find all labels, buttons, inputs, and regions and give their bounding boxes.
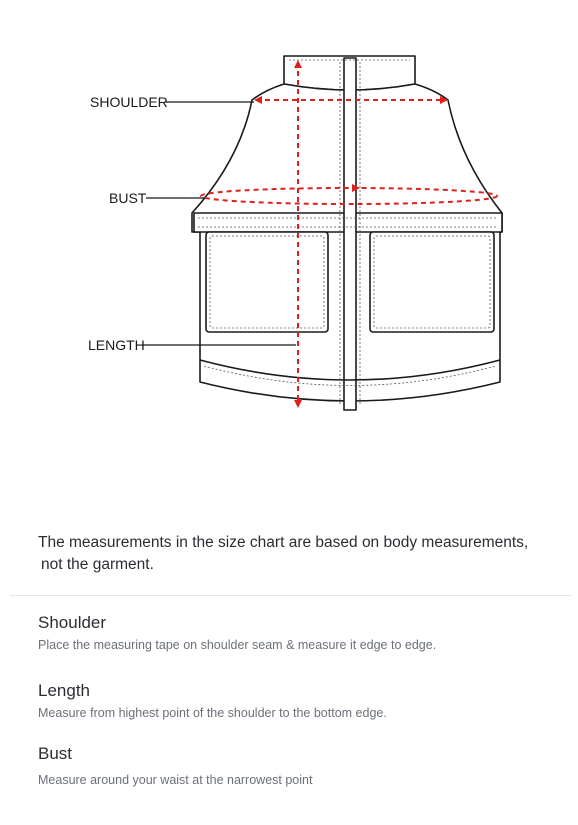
spec-length [38,680,387,722]
measurement-note-line2: not the garment. [41,556,154,573]
shoulder-label: SHOULDER [90,94,168,110]
measurement-note [38,532,558,576]
left-pocket [206,232,328,332]
spec-description: Measure around your waist at the narrowest point [38,773,313,787]
vest-illustration [192,56,502,410]
divider [10,595,572,596]
spec-title: Length [38,681,90,700]
spec-title: Bust [38,744,73,763]
spec-shoulder [38,612,436,654]
measurement-note-line1: The measurements in the size chart are based on body measurements, [38,534,529,551]
right-pocket [370,232,494,332]
length-label: LENGTH [88,337,145,353]
spec-title: Shoulder [38,613,107,632]
spec-bust [38,743,312,789]
spec-description: Measure from highest point of the shoulder to the bottom edge. [38,706,387,720]
spec-description: Place the measuring tape on shoulder seam & measure it edge to edge. [38,638,437,652]
bust-label: BUST [109,190,147,206]
zipper [344,58,356,410]
